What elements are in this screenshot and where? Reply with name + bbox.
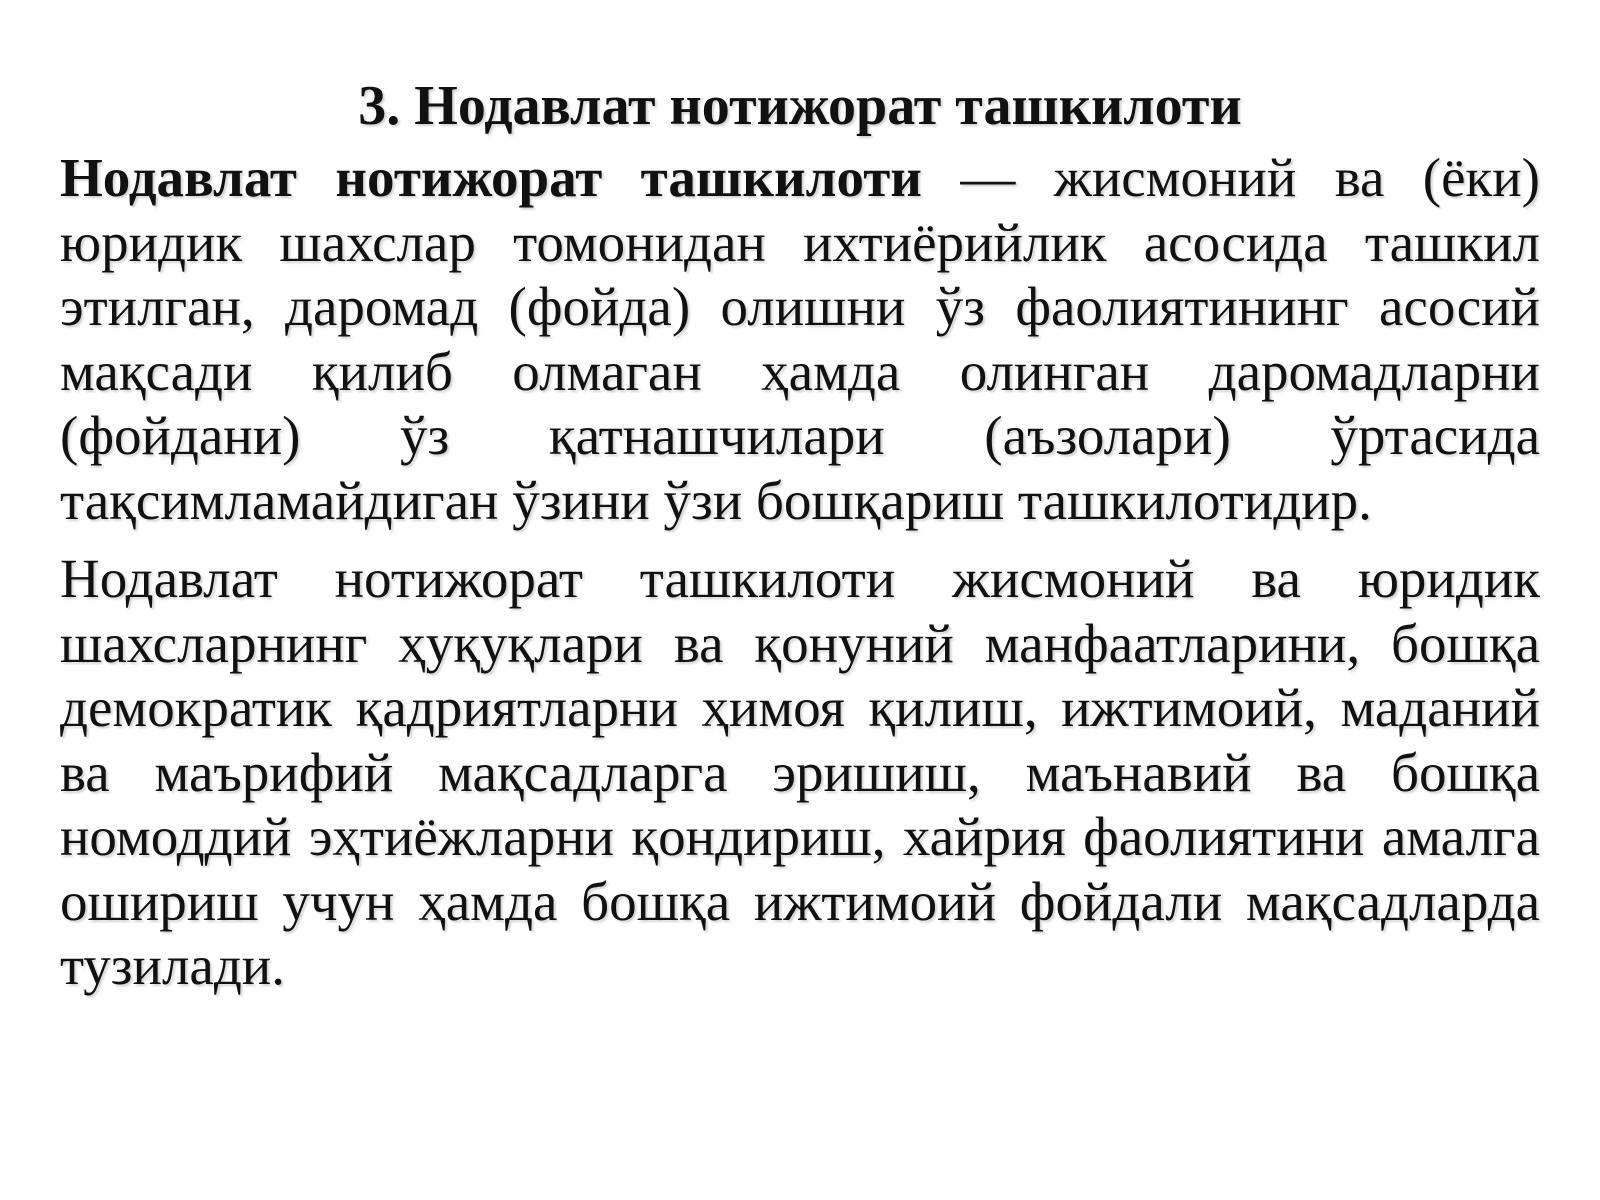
definition-paragraph bbox=[60, 146, 1540, 533]
purpose-paragraph: Нодавлат нотижорат ташкилоти жисмоний ва юридик шахсларнинг ҳуқуқлари ва қонуний манфаатларини, бошқа демократик қадриятларни ҳимоя қилиш, ижтимоий, маданий ва маърифий мақсадларга эришиш, маънавий ва бошқа номоддий эҳтиёжларни қондириш, хайрия фаолиятини амалга ошириш учун ҳамда бошқа ижтимоий фойдали мақсадларда тузилади. bbox=[60, 548, 1540, 996]
slide-title: 3. Нодавлат нотижорат ташкилоти bbox=[358, 75, 1242, 137]
defined-term: Нодавлат нотижорат ташкилоти bbox=[60, 147, 922, 208]
definition-text: — жисмоний ва (ёки) юридик шахслар томонидан ихтиёрийлик асосида ташкил этилган, даромад (фойда) олишни ўз фаолиятининг асосий мақсади қилиб олмаган ҳамда олинган даромадларни (фойдани) ўз қатнашчилари (аъзолари) ўртасида тақсимламайдиган ўзини ўзи бошқариш ташкилотидир. bbox=[60, 147, 1540, 531]
